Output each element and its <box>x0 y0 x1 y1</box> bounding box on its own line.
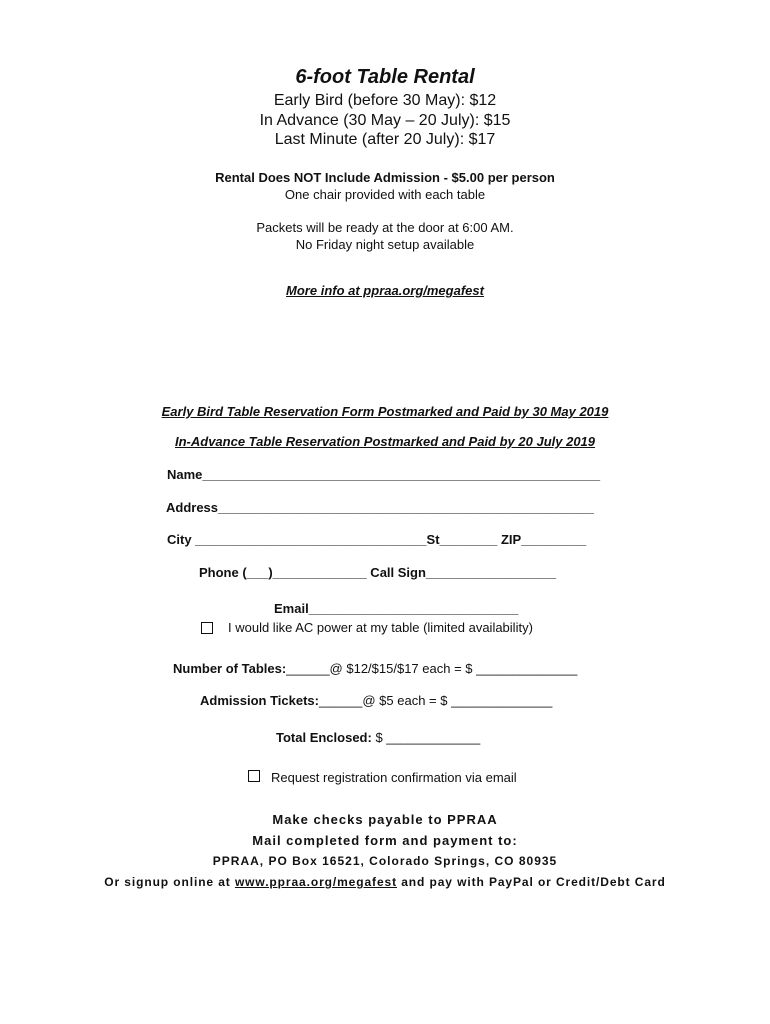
tickets-label: Admission Tickets: <box>200 693 319 708</box>
mailing-address: PPRAA, PO Box 16521, Colorado Springs, CO 80935 <box>212 854 558 868</box>
more-info-link[interactable]: More info at ppraa.org/megafest <box>286 283 484 298</box>
total-label: Total Enclosed: <box>276 730 372 745</box>
page-title: 6-foot Table Rental <box>295 66 475 88</box>
confirmation-label: Request registration confirmation via email <box>271 770 517 785</box>
total-field[interactable]: $ _____________ <box>371 730 481 745</box>
online-signup-prefix: Or signup online at <box>104 875 235 889</box>
city-st-zip-field[interactable]: City ________________________________St________ ZIP_________ <box>167 532 587 547</box>
online-signup <box>0 875 770 889</box>
online-signup-suffix: and pay with PayPal or Credit/Debt Card <box>397 875 666 889</box>
num-tables-label: Number of Tables: <box>173 661 287 676</box>
tickets-row <box>200 693 552 708</box>
payable-note: Make checks payable to PPRAA <box>272 812 498 827</box>
early-bird-price: Early Bird (before 30 May): $12 <box>273 92 497 109</box>
phone-callsign-row <box>199 565 556 580</box>
in-advance-price: In Advance (30 May – 20 July): $15 <box>259 112 511 129</box>
chair-note: One chair provided with each table <box>284 187 486 202</box>
ac-power-checkbox[interactable] <box>201 622 213 634</box>
packets-note: Packets will be ready at the door at 6:00 AM. <box>256 220 514 235</box>
num-tables-field[interactable]: ______@ $12/$15/$17 each = $ ______________ <box>286 661 578 676</box>
phone-field[interactable]: Phone (___)_____________ <box>199 565 367 580</box>
name-field[interactable]: Name_______________________________________________________ <box>167 467 601 482</box>
total-row <box>276 730 480 745</box>
callsign-field[interactable]: Call Sign__________________ <box>366 565 557 580</box>
admission-note: Rental Does NOT Include Admission - $5.00 per person <box>215 170 555 185</box>
in-advance-deadline: In-Advance Table Reservation Postmarked and Paid by 20 July 2019 <box>174 434 596 449</box>
mail-note: Mail completed form and payment to: <box>252 833 518 848</box>
confirmation-checkbox[interactable] <box>248 770 260 782</box>
setup-note: No Friday night setup available <box>295 237 475 252</box>
num-tables-row <box>173 661 577 676</box>
email-field[interactable]: Email_____________________________ <box>274 601 519 616</box>
last-minute-price: Last Minute (after 20 July): $17 <box>274 131 496 148</box>
address-field[interactable]: Address____________________________________________________ <box>166 500 594 515</box>
megafest-link[interactable]: www.ppraa.org/megafest <box>234 875 397 889</box>
tickets-field[interactable]: ______@ $5 each = $ ______________ <box>318 693 553 708</box>
ac-power-label: I would like AC power at my table (limited availability) <box>228 620 533 635</box>
early-bird-deadline: Early Bird Table Reservation Form Postmarked and Paid by 30 May 2019 <box>161 404 609 419</box>
